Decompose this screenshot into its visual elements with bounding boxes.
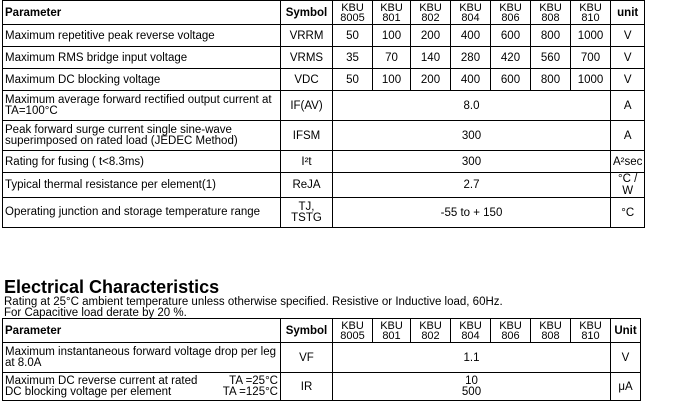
unit-header: Unit [611, 319, 641, 343]
param-cell: Maximum repetitive peak reverse voltage [3, 25, 281, 47]
value-cell: 400 [451, 25, 491, 47]
unit-cell: A²sec [611, 151, 645, 173]
symbol-cell: ReJA [281, 173, 333, 198]
table-row [3, 343, 641, 373]
value-cell: 2.7 [333, 173, 611, 198]
value-cell: 420 [491, 47, 531, 69]
value-cell: 140 [411, 47, 451, 69]
section-title: Electrical Characteristics [4, 277, 220, 297]
model-header: KBU 8005 [333, 319, 373, 343]
model-header: KBU 810 [571, 1, 611, 25]
value-cell: 600 [491, 69, 531, 91]
table-row [3, 121, 645, 151]
symbol-cell: VRRM [281, 25, 333, 47]
table-row [3, 91, 645, 121]
value-cell: 200 [411, 25, 451, 47]
value-cell: 280 [451, 47, 491, 69]
param-cell: Rating for fusing ( t<8.3ms) [3, 151, 281, 173]
unit-cell: V [611, 47, 645, 69]
unit-cell: °C / W [611, 173, 645, 198]
value-cell: 560 [531, 47, 571, 69]
table-row [3, 69, 645, 91]
table-row [3, 198, 645, 228]
value-cell: 1000 [571, 69, 611, 91]
value-cell: 50 [333, 25, 373, 47]
model-header: KBU 808 [531, 319, 571, 343]
unit-cell: A [611, 91, 645, 121]
value-cell: 400 [451, 69, 491, 91]
derate-note: For Capacitive load derate by 20 %. [4, 307, 187, 319]
value-cell: 100 [373, 69, 411, 91]
param-cell: Operating junction and storage temperature range [3, 198, 281, 228]
symbol-cell: IFSM [281, 121, 333, 151]
table-header-row [3, 1, 645, 25]
unit-cell: V [611, 343, 641, 373]
value-cell: 300 [333, 121, 611, 151]
value-cell: 100 [373, 25, 411, 47]
table-row [3, 151, 645, 173]
param-cell: Maximum DC blocking voltage [3, 69, 281, 91]
value-cell: 70 [373, 47, 411, 69]
value-cell: 300 [333, 151, 611, 173]
symbol-cell: IR [281, 373, 333, 401]
unit-cell: V [611, 69, 645, 91]
table-row [3, 373, 641, 401]
electrical-table [2, 318, 641, 401]
symbol-cell: IF(AV) [281, 91, 333, 121]
value-cell: 10 500 [333, 373, 611, 401]
symbol-header: Symbol [281, 319, 333, 343]
table-row [3, 47, 645, 69]
model-header: KBU 808 [531, 1, 571, 25]
value-cell: 600 [491, 25, 531, 47]
symbol-header: Symbol [281, 1, 333, 25]
param-cell: Typical thermal resistance per element(1) [3, 173, 281, 198]
unit-cell: μA [611, 373, 641, 401]
model-header: KBU 8005 [333, 1, 373, 25]
symbol-cell: VRMS [281, 47, 333, 69]
symbol-cell: VF [281, 343, 333, 373]
param-cell: Maximum instantaneous forward voltage drop per leg at 8.0A [3, 343, 281, 373]
unit-header: unit [611, 1, 645, 25]
model-header: KBU 810 [571, 319, 611, 343]
value-cell: 1.1 [333, 343, 611, 373]
value-cell: 200 [411, 69, 451, 91]
model-header: KBU 802 [411, 319, 451, 343]
table-row [3, 173, 645, 198]
unit-cell: °C [611, 198, 645, 228]
parameter-header: Parameter [3, 1, 281, 25]
model-header: KBU 806 [491, 1, 531, 25]
value-cell: 35 [333, 47, 373, 69]
unit-cell: A [611, 121, 645, 151]
param-cell: Peak forward surge current single sine-wave superimposed on rated load (JEDEC Method) [3, 121, 281, 151]
model-header: KBU 806 [491, 319, 531, 343]
param-cell: Maximum RMS bridge input voltage [3, 47, 281, 69]
rating-note: Rating at 25°C ambient temperature unless otherwise specified. Resistive or Inductive load, 60Hz. [4, 296, 503, 308]
value-cell: 800 [531, 69, 571, 91]
model-header: KBU 801 [373, 319, 411, 343]
table-header-row [3, 319, 641, 343]
param-cell: Maximum average forward rectified output current at TA=100°C [3, 91, 281, 121]
value-cell: 700 [571, 47, 611, 69]
model-header: KBU 801 [373, 1, 411, 25]
model-header: KBU 802 [411, 1, 451, 25]
parameter-header: Parameter [3, 319, 281, 343]
symbol-cell: I²t [281, 151, 333, 173]
value-cell: 50 [333, 69, 373, 91]
symbol-cell: VDC [281, 69, 333, 91]
value-cell: 800 [531, 25, 571, 47]
ratings-table [2, 0, 645, 228]
symbol-cell: TJ, TSTG [281, 198, 333, 228]
model-header: KBU 804 [451, 319, 491, 343]
value-cell: 8.0 [333, 91, 611, 121]
value-cell: 1000 [571, 25, 611, 47]
model-header: KBU 804 [451, 1, 491, 25]
table-row [3, 25, 645, 47]
value-cell: -55 to + 150 [333, 198, 611, 228]
param-cell: Maximum DC reverse current at rated TA =25°C DC blocking voltage per element TA =125°C [3, 373, 281, 401]
unit-cell: V [611, 25, 645, 47]
